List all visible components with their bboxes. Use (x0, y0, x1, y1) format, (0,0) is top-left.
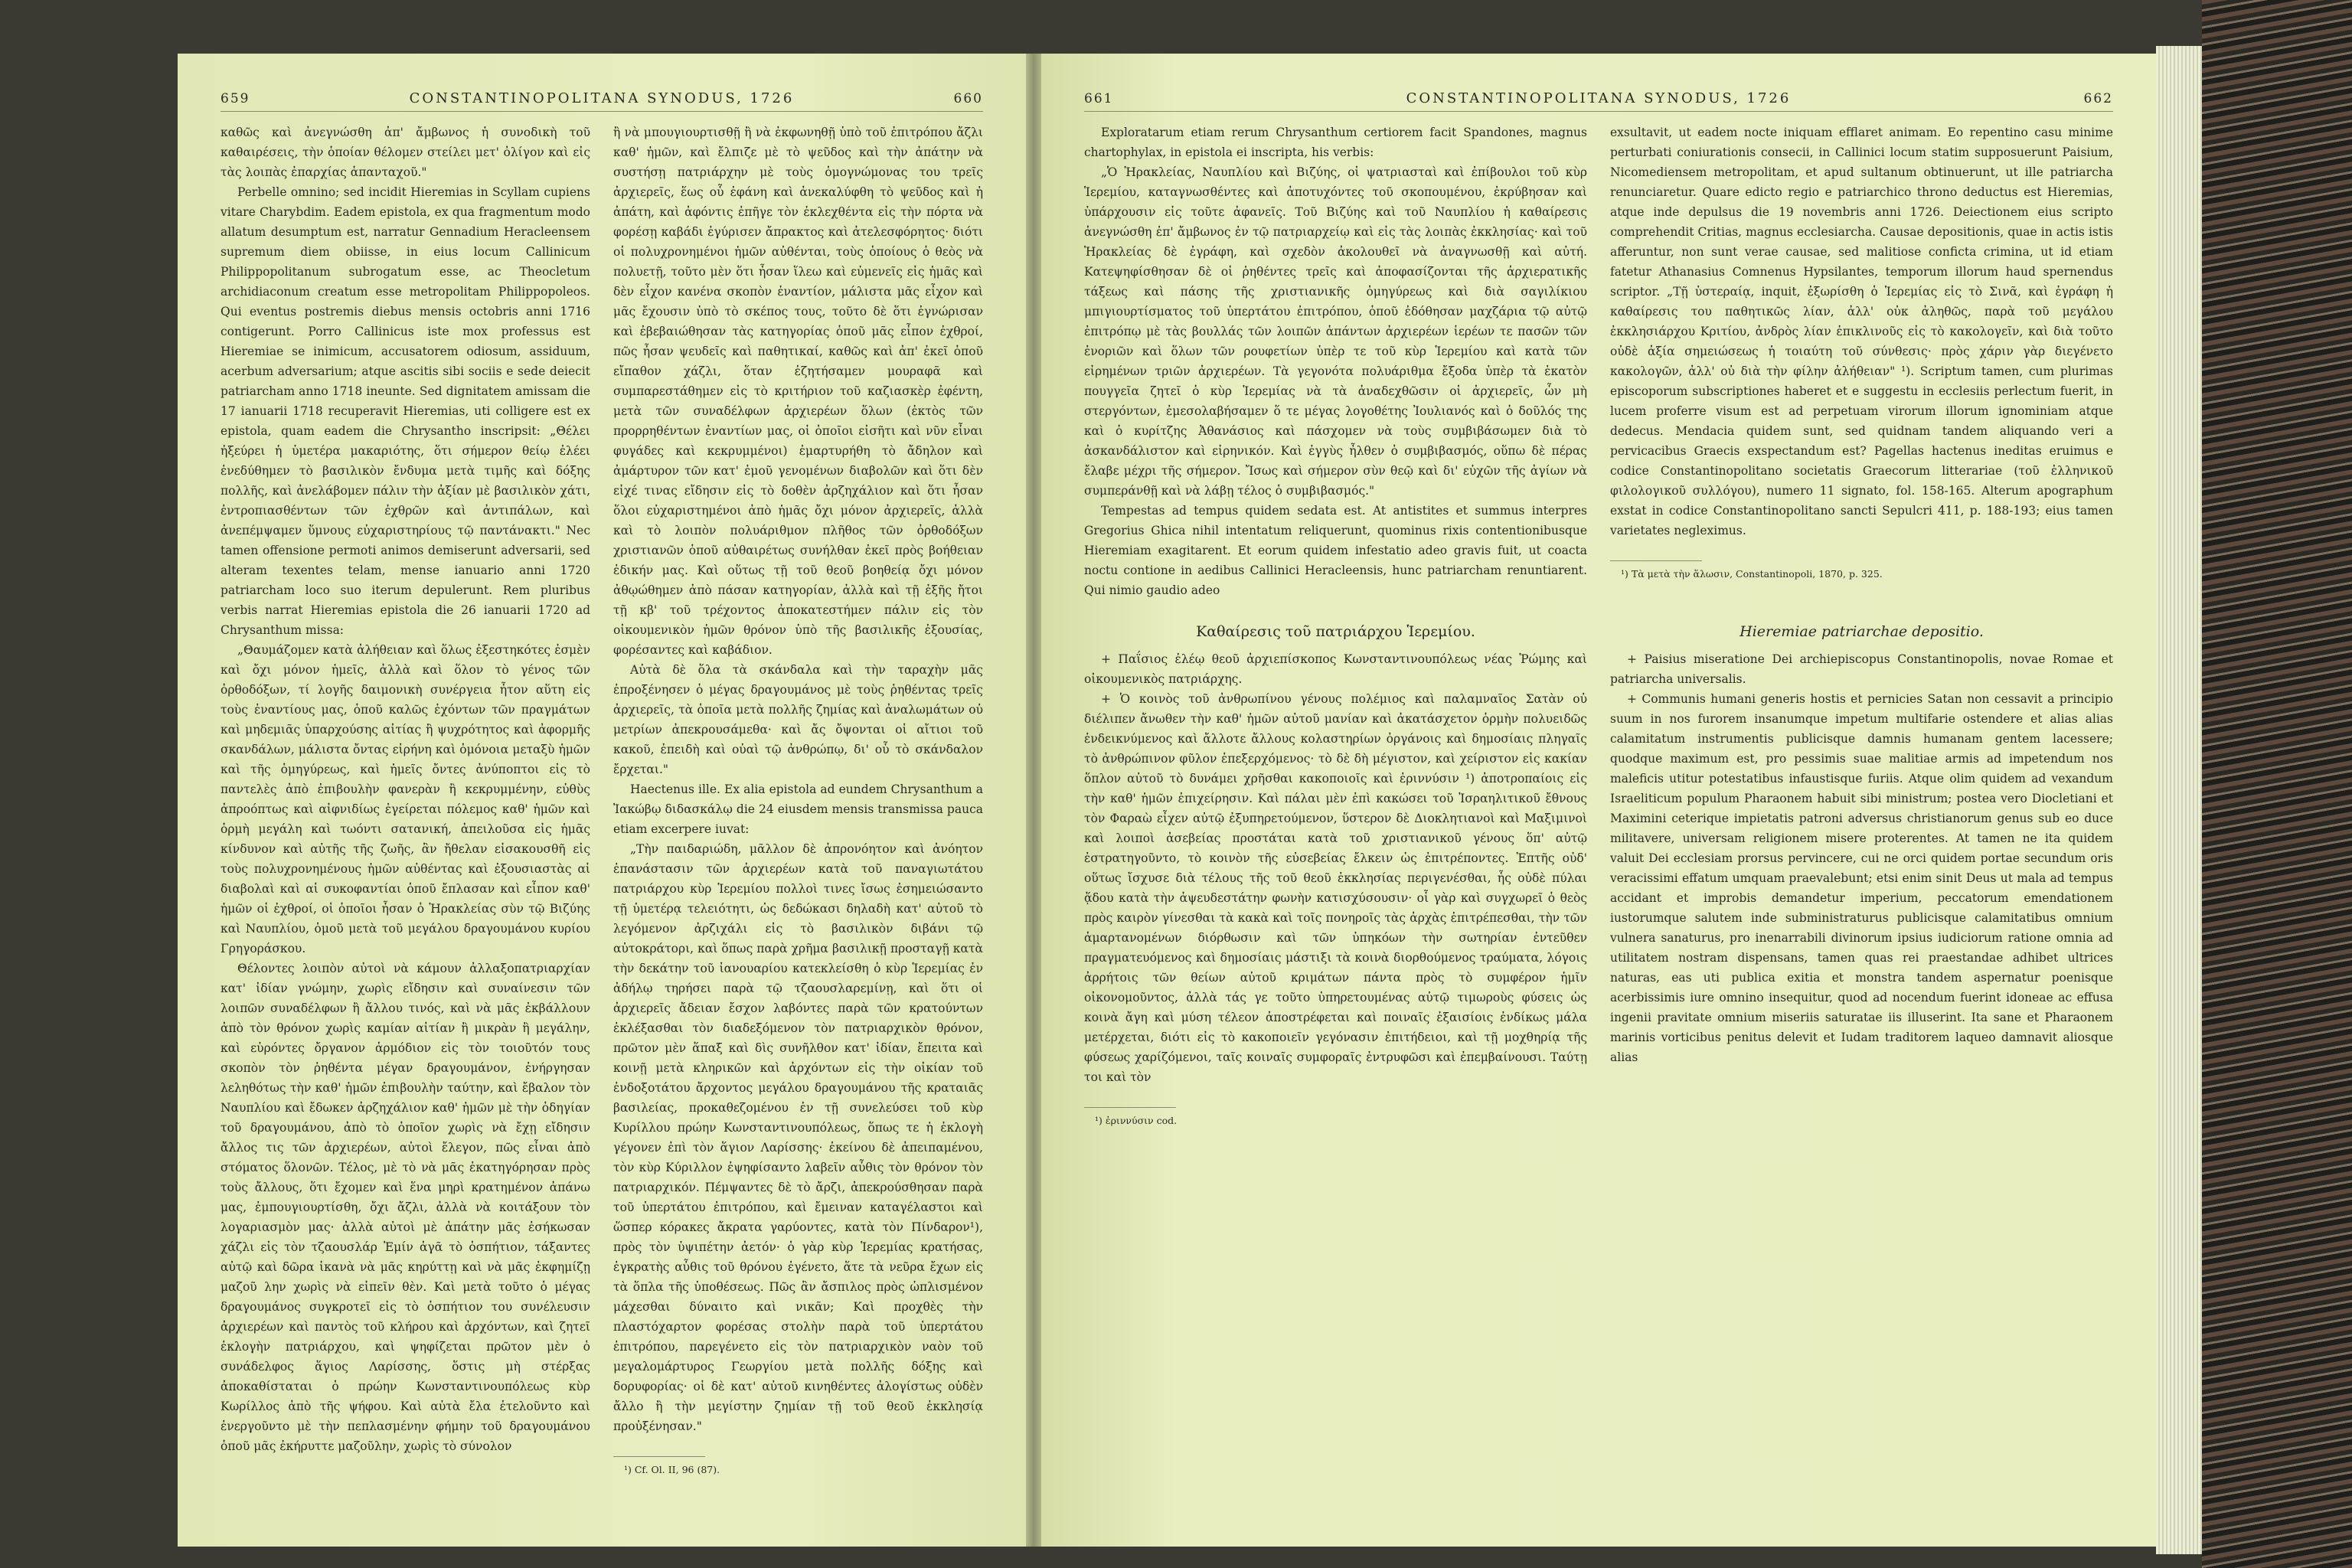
left-col-1 (220, 122, 590, 1477)
left-columns (220, 122, 983, 1477)
left-col-2 (613, 122, 983, 1477)
paragraph: „Θαυμάζομεν κατὰ ἀλήθειαν καὶ ὅλως ἐξεστηκότες ἐσμὲν καὶ ὄχι μόνον ἡμεῖς, ἀλλὰ καὶ ὅλον τὸ γένος τῶν ὀρθοδόξων, τί λογῆς δαιμονικὴ συνέργεια ἦτον αὕτη εἰς τοὺς ἐναντίους μας, ὁποῦ καλῶς ἐχόντων τῶν πραγμάτων καὶ μηδεμιᾶς ὑπαρχούσης αἰτίας ἢ ψυχρότητος καὶ ἀφορμῆς σκανδάλων, μάλιστα ὄντας εἰρήνη καὶ ὁμόνοια μεταξὺ ἡμῶν καὶ τῆς ὁμηγύρεως, καὶ ἡμεῖς ὄντες ἀνύποπτοι εἰς τὸ παντελὲς ἀπὸ ἐπιβουλὴν φανερὰν ἢ κεκρυμμένην, εὐθὺς ἀπροόπτως καὶ αἰφνιδίως ἐγείρεται πόλεμος καθ' ἡμῶν καὶ ὁρμὴ μεγάλη καὶ τωόντι σατανική, ἀπειλοῦσα εἰς ἡμᾶς κίνδυνον καὶ αὐτῆς τῆς ζωῆς, ἂν ἤθελαν εἰσακουσθῆ εἰς τοὺς πολυχρονημένους ἡμῶν αὐθέντας καὶ ἐξουσιαστὰς αἱ διαβολαὶ καὶ αἱ συκοφαντίαι ὁποῦ ἔπλασαν καὶ εἶπον καθ' ἡμῶν οἱ ἐχθροί, οἱ ὁποῖοι ἦσαν ὁ Ἡρακλείας σὺν τῷ Βιζύης καὶ Ναυπλίου, ὁμοῦ μετὰ τοῦ μεγάλου δραγουμάνου κυρίου Γρηγοράσκου. (220, 643, 590, 956)
left-running-title: CONSTANTINOPOLITANA SYNODUS, 1726 (409, 90, 795, 106)
footnote-rule (1084, 1107, 1176, 1108)
left-page (178, 54, 1026, 1547)
right-page (1041, 54, 2156, 1547)
right-running-head (1084, 90, 2113, 112)
paragraph: „Ὁ Ἡρακλείας, Ναυπλίου καὶ Βιζύης, οἱ ψατριασταὶ καὶ ἐπίβουλοι τοῦ κὺρ Ἱερεμίου, καταγνωσθέντες καὶ ἀποτυχόντες τοῦ σκοπουμένου, ἐκρύβησαν καὶ ὑπάρχουσιν εἰς τοῦτε ἀφανεῖς. Τοῦ Βιζύης καὶ τοῦ Ναυπλίου ἡ καθαίρεσις ἀνεγνώσθη ἐπ' ἄμβωνος ἐν τῷ πατριαρχείῳ καὶ εἰς τὰς λοιπὰς ἐκκλησίας· καὶ τοῦ Ἡρακλείας δὲ ἐγράφη, καὶ σχεδὸν ἀκολουθεῖ νὰ ἀναγνωσθῇ καὶ αὐτή. Κατεψηφίσθησαν δὲ οἱ ῥηθέντες τρεῖς καὶ ἀποφασίζονται τῆς ἀρχιερατικῆς τάξεως καὶ πάσης τῆς χριστιανικῆς ὁμηγύρεως καὶ διὰ σαγιλίκιου μπιγιουρτίσματος τοῦ ὑπερτάτου ἐπιτρόπου, ὁποῦ ἐδόθησαν μαχζάρια τῷ αὐτῷ ἐπιτρόπῳ μὲ τὰς βουλλάς τῶν λοιπῶν ἁπάντων ἀρχιερέων ἱερέων τε πασῶν τῶν ἐνοριῶν καὶ ὅλων τῶν ρουφετίων ὑπὲρ τε τοῦ κὺρ Ἱερεμίου καὶ κατὰ τῶν εἰρημένων τριῶν ἀρχιερέων. Τὰ γεγονότα πολυάριθμα ἔξοδα ὑπὲρ τὰ ἑκατὸν πουγγεῖα ζητεῖ ὁ κὺρ Ἱερεμίας νὰ τὰ ἀναδεχθῶσιν οἱ ἀρχιερεῖς, ὧν μὴ στεργόντων, ἐμεσολαβήσαμεν ὅ τε μέγας λογοθέτης Ἰουλιανός καὶ ὁ δοῦλός της καὶ ὁ κυρίτζης Ἀθανάσιος καὶ πάσχομεν νὰ τοὺς συμβιβάσωμεν διὰ τὸ ἀσκανδάλιστον καὶ εἰρηνικόν. Καὶ ἐγγὺς ἦλθεν ὁ συμβιβασμός, οὕπω δὲ πέρας ἔλαβε μέχρι τῆς σήμερον. Ἴσως καὶ σήμερον σὺν θεῷ καὶ δι' εὐχῶν τῆς ἀγίων νὰ συμπεράνθῇ καὶ νὰ λάβῃ τέλος ὁ συμβιβασμός." (1084, 165, 1587, 498)
paragraph: „Τὴν παιδαριώδη, μᾶλλον δὲ ἀπρονόητον καὶ ἀνόητον ἐπανάστασιν τῶν ἀρχιερέων κατὰ τοῦ παναγιωτάτου πατριάρχου κὺρ Ἱερεμίου πολλοὶ τινες ἴσως ἐσημειώσαντο τῇ ὑμετέρᾳ τελειότητι, ὡς δεδώκασι δηλαδὴ κατ' αὐτοῦ τὸ λεγόμενον ἀρζιχάλι εἰς τὸ βασιλικὸν διβάνι τῷ αὐτοκράτορι, καὶ ὅπως παρὰ χρῆμα βασιλικῇ προσταγῇ κατὰ τὴν δεκάτην τοῦ ἰανουαρίου κατεκλείσθη ὁ κὺρ Ἱερεμίας ἐν ἀδήλῳ τηρήσει παρὰ τῷ τζαουσλαρεμίνῃ, καὶ ὅτι οἱ ἀρχιερεῖς ἄδειαν ἔσχον λαβόντες παρὰ τῶν κρατούντων ἐκλέξασθαι τὸν διαδεξόμενον τὸν πατριαρχικὸν θρόνον, πρῶτον μὲν ἅπαξ καὶ δὶς συνῆλθον κατ' ἰδίαν, ἔπειτα καὶ κοινῇ μετὰ κληρικῶν καὶ ἀρχόντων εἰς τὴν οἰκίαν τοῦ ἐνδοξοτάτου ἄρχοντος μεγάλου δραγουμάνου τῆς κραταιᾶς βασιλείας, προκαθεζομένου ἐν τῇ συνελεύσει τοῦ κὺρ Κυρίλλου πρώην Κωνσταντινουπόλεως, ὅπως τε ἡ ἐκλογὴ γέγονεν ἐπὶ τὸν ἅγιον Λαρίσσης· ἐκείνου δὲ ἀπειπαμένου, τὸν κὺρ Κύριλλον ἐψηφίσαντο λαβεῖν αὖθις τὸν θρόνον τὸν πατριαρχικόν. Πέμψαντες δὲ τὸ ἄρζι, ἀπεκρούσθησαν παρὰ τοῦ ὑπερτάτου ἐπιτρόπου, καὶ ἔμειναν καταγέλαστοι καὶ ὥσπερ κόρακες ἄκρατα γαρύοντες, κατὰ τὸν Πίνδαρον¹), πρὸς τὸν ὑψιπέτην ἀετόν· ὁ γὰρ κὺρ Ἱερεμίας κρατήσας, ἐγκρατὴς αὖθις τοῦ θρόνου ἐγένετο, ἅτε τὰ νεῦρα ἔχων εἰς τὰ ὅπλα τῆς ὑποθέσεως. Πῶς ἂν ἄσπιλος πρὸς ὡπλισμένον μάχεσθαι δύναιτο καὶ νικᾶν; Καὶ προχθὲς τὴν πλαστόχαρτον φορέσας στολὴν παρὰ τοῦ ὑπερτάτου ἐπιτρόπου, παρεγένετο εἰς τὸν πατριαρχικὸν ναὸν τοῦ μεγαλομάρτυρος Γεωργίου μετὰ πολλῆς δόξης καὶ δορυφορίας· οἱ δὲ κατ' αὐτοῦ κινηθέντες ἀλογίστως οὐδὲν ἄλλο ἢ τὴν μεγίστην ζημίαν τῇ τοῦ θεοῦ ἐκκλησίᾳ προὐξένησαν." (613, 842, 983, 1433)
paragraph: Haectenus ille. Ex alia epistola ad eundem Chrysanthum a Ἰακώβῳ διδασκάλῳ die 24 eiusdem mensis transmissa pauca etiam excerpere iuvat: (613, 782, 983, 836)
footnote-rule (1610, 560, 1702, 561)
paragraph: + Paisius miseratione Dei archiepiscopus Constantinopolis, novae Romae et patriarcha universalis. (1610, 652, 2113, 686)
right-col-2 (1610, 122, 2113, 600)
book-binding (2202, 0, 2352, 1568)
paragraph: exsultavit, ut eadem nocte iniquam efflaret animam. Eo repentino casu minime perturbati coniurationis consecii, in Callinici locum statim supposuerunt Paisium, Nicomediensem metropolitam, et apud sultanum obtinuerunt, ut ille patriarcha renunciaretur. Quare edicto regio e patriarchico throno deductus est Hieremias, atque inde depulsus die 19 novembris anni 1726. Deiectionem eius scripto comprehendit Critias, magnus ecclesiarcha. Causae depositionis, quae in actis istis afferuntur, non sunt verae causae, sed malitiose conficta crimina, ut id etiam fatetur Athanasius Comnenus Hypsilantes, temporum illorum haud spernendus scriptor. „Τῇ ὑστεραίᾳ, inquit, ἐξωρίσθη ὁ Ἱερεμίας εἰς τὸ Σινᾶ, καὶ ἐγράφη ἡ καθαίρεσις του παθητικῶς λίαν, ἀλλ' οὐκ ἀληθῶς, παρὰ τοῦ μεγάλου ἐκκλησιάρχου Κριτίου, ἀνδρὸς λίαν ἐπικλινοῦς εἰς τὸ κακολογεῖν, καὶ διὰ τοῦτο οὐδὲ ἀξία σημειώσεως ἡ τοιαύτη τοῦ σύνθεσις· πρὸς χάριν γὰρ διεγένετο κακολογῶν, ἀλλ' οὐ διὰ τὴν φίλην ἀλήθειαν" ¹). Scriptum tamen, cum plurimas episcoporum subscriptiones haberet et e suggestu in ecclesiis perlectum fuerit, in lucem proferre visum est ad perpetuam virorum illorum ignominiam atque dedecus. Mendacia quidem sunt, sed quidnam tandem aliquando veri a pervicacibus Graecis exspectandum est? Pagellas hactenus ineditas eruimus e codice Constantinopolitano societatis Graecorum litterariae (τοῦ ἑλληνικοῦ φιλολογικοῦ συλλόγου), numero 11 signato, fol. 158-165. Alterum apographum exstat in codice Constantinopolitano sancti Sepulcri 411, p. 188-193; eius tamen varietates negleximus. (1610, 126, 2113, 537)
latin-section-title: Hieremiae patriarchae depositio. (1740, 623, 1984, 640)
page-edges (2156, 46, 2202, 1554)
page-number-662: 662 (2083, 91, 2113, 106)
greek-deposition (1084, 600, 1587, 1128)
paragraph: + Ὁ κοινὸς τοῦ ἀνθρωπίνου γένους πολέμιος καὶ παλαμναῖος Σατὰν οὐ διέλιπεν ἄνωθεν τὴν καθ' ἡμῶν αὐτοῦ μανίαν καὶ ἀκατάσχετον ὁρμὴν πολυειδῶς ἐνδεικνύμενος καὶ ἄλλοτε ἄλλους κολαστηρίων ὀργάνοις καὶ δημοσίαις πληγαῖς τὸ ἀνθρώπινον φῦλον ἐπεξερχόμενος· τὸ δὲ δὴ μέγιστον, καὶ χείριστον εἰς κακίαν ὅπλον αὐτοῦ τὸ δυνάμει χρῆσθαι κακοποιοῖς καὶ ἐριννύσιν ¹) ἀποτροπαίοις εἰς τὴν καθ' ἡμῶν ἐπιχείρησιν. Καὶ πάλαι μὲν ἐπὶ κακώσει τοῦ Ἰσραηλιτικοῦ ἔθνους τὸν Φαραὼ εἶχεν αὐτῷ ἐξυπηρετούμενον, ὕστερον δὲ Διοκλητιανοὶ καὶ Μαξιμινοὶ καὶ λοιποὶ ἀσεβείας προστάται κατὰ τοῦ χριστιανικοῦ γένους ὅπ' αὐτῷ ἐστρατηγοῦντο, τὸ κοινὸν τῆς εὐσεβείας ἔλκειν ὡς ἐπιτρέποντες. Ἐπτῆς οὐδ' οὕτως ἴσχυσε διὰ τέλους τῆς τοῦ θεοῦ ἐκκλησίας περιγενέσθαι, ἧς οὐδὲ πύλαι ᾅδου κατὰ τὴν ἀψευδεστάτην φωνὴν κατισχύσουσιν· οἷ γὰρ καὶ συγχωρεῖ ὁ θεὸς πρὸς καιρὸν γίνεσθαι τὰ κακὰ καὶ τοῖς πονηροῖς τὰς ἀρχὰς ἐπιτρέπεσθαι, τὴν τῶν ἁμαρτανομένων διόρθωσιν καὶ τῶν ὑπηκόων τὴν σωτηρίαν ἐντεῦθεν πραγματευόμενος καὶ δημοσίαις μάστιξι τὰ κοινὰ διορθούμενος τραύματα, λόγοις ἀρρήτοις τῶν θείων αὐτοῦ κριμάτων πάντα πρὸς τὸ συμφέρον ἡμῖν οἰκονομοῦντος, ἀλλὰ τάς γε τοῦτο ὑπηρετουμένας αὐτῷ τιμωροὺς φύσεις ὡς κοινὰ ἄγη καὶ μύση τέλεον ἀποστρέφεται καὶ ποιναῖς ἐξαισίοις ἐνδίκως μάλα μετέρχεται, διότι εἰς τὸ κακοποιεῖν γεγόνασιν ἐπιτήδειοι, καὶ τῇ μοχθηρίᾳ τῆς φύσεως χαρίζόμενοι, ταῖς κοιναῖς συμφοραῖς ἐντρυφῶσι καὶ ἐπεμβαίνουσι. Ταύτῃ τοι καὶ τὸν (1084, 692, 1587, 1084)
paragraph: ἢ νὰ μπουγιουρτισθῇ ἢ νὰ ἐκφωνηθῇ ὑπὸ τοῦ ἐπιτρόπου ἄζλι καθ' ἡμῶν, καὶ ἔλπιζε μὲ τὸ ψεῦδος καὶ τὴν ἀπάτην νὰ συστήσῃ πατριάρχην μὲ τοὺς ὁμογνώμονας του τρεῖς ἀρχιερεῖς, ἕως οὗ ἐφάνη καὶ ἀνεκαλύφθη τὸ ψεῦδος καὶ ἡ ἀπάτη, καὶ ἀφόντις ἐπῆγε τὸν ἐκλεχθέντα εἰς τὴν πόρτα νὰ φορέσῃ καβάδι ἐγύρισεν ἄπρακτος καὶ ἀτελεσφόρητος· διότι οἱ πολυχρονημένοι ἡμῶν αὐθένται, τοὺς ὁποίους ὁ θεὸς νὰ πολυετῇ, τοῦτο μὲν ὅτι ἦσαν ἵλεω καὶ εὐμενεῖς εἰς ἡμᾶς καὶ δὲν εἶχον κανένα σκοπὸν ἐναντίον, μάλιστα μᾶς εἶχον καὶ μᾶς ἔχουσιν ὑπὸ τὸ σκέπος τους, τοῦτο δὲ ὅτι ἐγνώρισαν καὶ ἐβεβαιώθησαν τὰς κατηγορίας ὁποῦ μᾶς εἶπον ἐχθροί, πῶς ἦσαν ψευδεῖς καὶ παθητικαί, καθῶς καὶ ἀπ' ἐκεῖ ὁποῦ εἴπαθον χάζλι, ὅταν ἐζητήσαμεν μουραφᾶ καὶ συμπαρεστάθημεν εἰς τὸ κριτήριον τοῦ καζιασκὲρ ἐφέντη, μετὰ τῶν συναδέλφων ἀρχιερέων ὅλων (ἐκτὸς τῶν προρρηθέντων ἐναντίων μας, οἱ ὁποῖοι εἰσῆτι καὶ νῦν εἶναι φυγάδες καὶ κεκρυμμένοι) ἐμαρτυρήθη τὸ ἄδηλον καὶ ἀμάρτυρον τῶν κατ' ἐμοῦ γενομένων διαβολῶν καὶ ὅτι δὲν εἰχέ τινας εἴδησιν εἰς τὸ δοθὲν ἀρζηχάλιον καὶ ὅτι ἦσαν ὅλοι εὐχαριστημένοι ἀπὸ ἡμᾶς ὄχι μόνον ἀρχιερεῖς, ἀλλὰ καὶ τὸ λοιπὸν πολυάριθμον πλῆθος τῶν ὀρθοδόξων χριστιανῶν ὁποῦ αὐθαιρέτως συνήλθαν ἐκεῖ πρὸς βοήθειαν ἐδικήν μας. Καὶ οὕτως τῇ τοῦ θεοῦ βοηθείᾳ ὄχι μόνον ἀθῳώθημεν ἀπὸ πάσαν κατηγορίαν, ἀλλὰ καὶ τῇ ἐξῆς ἤτοι τῇ κβ' τοῦ τρέχοντος ἀποκατεστήμεν πάλιν εἰς τὸν οἰκουμενικὸν ἡμῶν θρόνον ὑπὸ τῆς βασιλικῆς ἐξουσίας, φορέσαντες καὶ καβάδιον. (613, 126, 983, 657)
latin-deposition (1610, 600, 2113, 1128)
paragraph: καθῶς καὶ ἀνεγνώσθη ἀπ' ἄμβωνος ἡ συνοδικὴ τοῦ καθαιρέσεις, τὴν ὁποίαν θέλομεν στείλει μετ' ὀλίγον καὶ εἰς τὰς λοιπὰς ἐπαρχίας ἁπανταχοῦ." (220, 126, 590, 179)
paragraph: Tempestas ad tempus quidem sedata est. At antistites et summus interpres Gregorius Ghica nihil intentatum reliquerunt, quominus rixis contentionibusque Hieremiam exagitarent. Et eorum quidem infestatio adeo gravis fuit, ut coacta noctu contione in aedibus Callinici Heracleensis, hunc patriarcham renuntiarent. Qui nimio gaudio adeo (1084, 504, 1587, 597)
footnote: ¹) Cf. Ol. II, 96 (87). (624, 1464, 720, 1475)
paragraph: + Communis humani generis hostis et pernicies Satan non cessavit a principio suum in nos furorem insanumque impetum multifarie ostendere et alias alias calamitatum instrumentis publicisque damnis humanam gentem lacessere; quodque maximum est, pro pessimis suae malitiae armis ad impetendum nos maleficis utitur potestatibus infaustisque furiis. Atque olim quidem ad vexandum Israeliticum populum Pharaonem habuit sibi ministrum; postea vero Diocletiani et Maximini ceterique impietatis patroni adversus christianorum genus sub eo duce militavere, universam religionem misere proterentes. At tamen ne ita quidem valuit Dei ecclesiam prorsus pervincere, cui ne orci quidem portae secundum oris veracissimi effatum umquam praevalebunt; etsi enim sinit Deus ut mala ad tempus accidant et improbis demandetur imperium, peccatorum emendationem iustorumque salutem inde subministraturus publicisque calamitatibus omnium vulnera sanaturus, pro inenarrabili divinorum ipsius iudiciorum ratione omnia ad utilitatem nostram dispensans, tamen quas rei praestandae adhibet ultrices naturas, eas uti publica exitia et monstra tandem aspernatur poenisque acerbissimis iure omnino insequitur, quod ad nocendum fuerint idoneae ac effusa ingenii pravitate omnium miseriis saturatae iis illuserint. Ita sane et Pharaonem marinis vorticibus penitus delevit et Iudam traditorem laqueo damnavit aliosque alias (1610, 692, 2113, 1064)
page-number-659: 659 (220, 91, 250, 106)
footnote: ¹) ἐριννύσιν cod. (1095, 1115, 1178, 1126)
left-running-head (220, 90, 983, 112)
page-number-660: 660 (953, 91, 983, 106)
right-columns-top (1084, 122, 2113, 600)
right-running-title: CONSTANTINOPOLITANA SYNODUS, 1726 (1406, 90, 1792, 106)
paragraph: Αὐτὰ δὲ ὅλα τὰ σκάνδαλα καὶ τὴν ταραχὴν μᾶς ἐπροξένησεν ὁ μέγας δραγουμάνος μὲ τοὺς ῥηθέντας τρεῖς ἀρχιερεῖς, τὰ ὁποῖα μετὰ πολλῆς ζημίας καὶ ἀναλωμάτων οὐ μετρίων ἀπεκρουσάμεθα· καὶ ἄς ὄψονται οἱ αἴτιοι τοῦ κακοῦ, ἐπειδὴ καὶ οὐαὶ τῷ ἀνθρώπῳ, δι' οὗ τὸ σκάνδαλον ἔρχεται." (613, 663, 983, 776)
footnote: ¹) Τὰ μετὰ τὴν ἅλωσιν, Constantinopoli, 1870, p. 325. (1621, 568, 1883, 580)
paragraph: Θέλοντες λοιπὸν αὐτοὶ νὰ κάμουν ἀλλαξοπατριαρχίαν κατ' ἰδίαν γνώμην, χωρὶς εἴδησιν καὶ συναίνεσιν τῶν λοιπῶν συναδέλφων ἢ ἄλλου τινός, καὶ νὰ μᾶς ἐκβάλλουν ἀπὸ τὸν θρόνον χωρὶς καμίαν αἰτίαν ἢ μικρὰν ἢ μεγάλην, καὶ εὑρόντες ὄργανον ἁρμόδιον εἰς τὸν τοιοῦτόν τους σκοπὸν τὸν ῥηθέντα μέγαν δραγουμάνον, ἐνήργησαν λεληθότως τὴν καθ' ἡμῶν ἐπιβουλὴν ταύτην, καὶ ἔβαλον τὸν Ναυπλίου καὶ ἔδωκεν ἀρζηχάλιον καθ' ἡμῶν μὲ τὴν ὁδηγίαν τοῦ δραγουμάνου, ἀπὸ τὸ ὁποῖον χωρὶς νὰ ἔχῃ εἴδησιν ἄλλος τις τῶν ἀρχιερέων, αὐτοὶ ἔλεγον, πῶς εἶναι ἀπὸ στόματος ὅλονῶν. Τέλος, μὲ τὸ νὰ μᾶς ἐκατηγόρησαν πρὸς τοὺς ἄλλους, ὅτι ἔχομεν καὶ ἕνα μηρὶ κρατημένον ἀπάνω μας, ἐμπουγιουρτίσθη, ὄχι ἄζλι, ἀλλὰ νὰ κοιτάξουν τὸν λογαριασμὸν μας· ἀλλὰ αὐτοὶ μὲ ἀπάτην μᾶς ἐσήκωσαν χάζλι εἰς τὸν τζαουσλάρ Ἐμίν ἀγᾶ τὸ ὁσπήτιον, τάξαντες αὐτῷ καὶ δῶρα ἱκανὰ νὰ μᾶς κηρύττῃ καὶ νὰ μᾶς ἐκφημίζῃ μαζοῦ λην χωρὶς νὰ εἰπεῖν θὲν. Καὶ μετὰ τοῦτο ὁ μέγας δραγουμάνος συγκροτεῖ εἰς τὸ ὁσπήτιον του συνέλευσιν ἀρχιερέων καὶ παντὸς τοῦ κλήρου καὶ ἀρχόντων, καὶ ζητεῖ ἐκλογὴν πατριάρχου, καὶ ψηφίζεται πρῶτον μὲν ὁ συνάδελφος ἅγιος Λαρίσσης, ὅστις μὴ στέρξας ἀποκαθίσταται ὁ πρώην Κωνσταντινουπόλεως κὺρ Κωρίλλος ἀπὸ τῆς ψήφου. Καὶ αὐτὰ ἔλα ἐτελοῦντο καὶ ἐνεργοῦντο μὲ τὴν πεπλασμένην φήμην τοῦ δραγουμάνου ὁποῦ μᾶς ἐκήρυττε μαζοῦλην, χωρὶς τὸ σύνολον (220, 962, 590, 1453)
paragraph: Perbelle omnino; sed incidit Hieremias in Scyllam cupiens vitare Charybdim. Eadem epistola, ex qua fragmentum modo allatum desumptum est, narratur Gennadium Heracleensem supremum diem obiisse, in eius locum Callinicum Philippopolitanum subrogatum esse, ac Theocletum archidiaconum creatum esse metropolitam Philippopoleos. Qui eventus postremis diebus mensis octobris anni 1716 contigerunt. Porro Callinicus iste mox professus est Hieremiae se inimicum, accusatorem odiosum, assiduum, acerbum adversarium; atque ascitis sibi sociis e sede deiecit patriarcham anno 1718 ineunte. Sed dignitatem amissam die 17 ianuarii 1718 recuperavit Hieremias, uti colligere est ex epistola, quam eadem die Chrysantho inscripsit: „Θέλει ἠξεύρει ἡ ὑμετέρα μακαριότης, ὅτι σήμερον θείῳ ἐλέει ἐνεδύθημεν τὸ βασιλικὸν ἔνδυμα μετὰ τιμῆς καὶ δόξης πολλῆς, καὶ ἀνελάβομεν πάλιν τὴν ἀξίαν μὲ βασιλικὸν χάτι, ἐντροπιασθέντων τῶν ἐχθρῶν καὶ ἀντιπάλων, καὶ ἀνεπέμψαμεν ὕμνους εὐχαριστηρίους τῷ παντάνακτι." Nec tamen offensione permoti animos demiserunt adversarii, sed alteram texentes telam, mense ianuario anni 1720 patriarcham loco suo iterum depulerunt. Rem pluribus verbis narrat Hieremias epistola die 26 ianuarii 1720 ad Chrysanthum missa: (220, 185, 590, 637)
paragraph: Exploratarum etiam rerum Chrysanthum certiorem facit Spandones, magnus chartophylax, in epistola ei inscripta, his verbis: (1084, 126, 1587, 159)
paragraph: + Παΐσιος ἐλέῳ θεοῦ ἀρχιεπίσκοπος Κωνσταντινουπόλεως νέας Ῥώμης καὶ οἰκουμενικὸς πατριάρχης. (1084, 652, 1587, 686)
right-col-1 (1084, 122, 1587, 600)
page-number-661: 661 (1084, 91, 1114, 106)
greek-section-title: Καθαίρεσις τοῦ πατριάρχου Ἱερεμίου. (1196, 623, 1475, 640)
right-columns-bottom (1084, 600, 2113, 1128)
footnote-rule (613, 1456, 705, 1457)
